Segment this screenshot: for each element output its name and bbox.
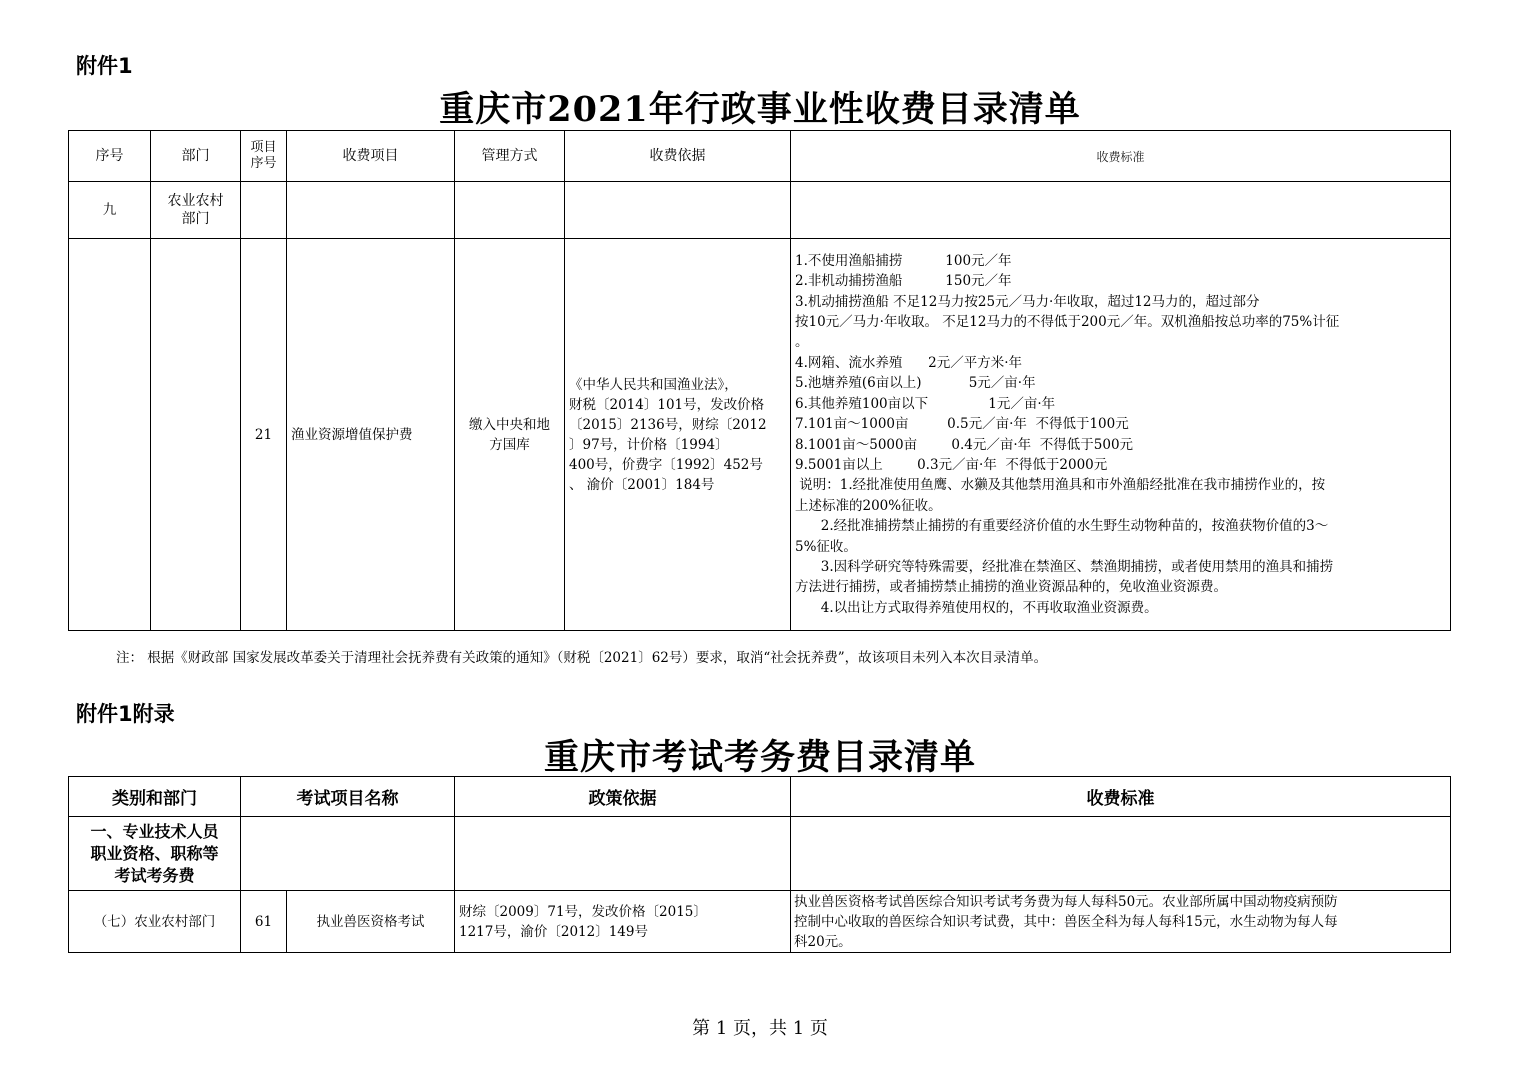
header-item-seq-line2: 序号 (250, 156, 277, 171)
table-row-item (69, 239, 1451, 631)
empty-cell (455, 182, 565, 239)
item-seq: 21 (241, 239, 287, 631)
table-row-dept (69, 182, 1451, 239)
basis-line: 《中华人民共和国渔业法》， (569, 376, 738, 393)
header-category: 类别和部门 (69, 777, 241, 817)
empty-cell (791, 817, 1451, 891)
header-policy: 政策依据 (455, 777, 791, 817)
empty-cell (151, 239, 241, 631)
header-standard: 收费标准 (791, 131, 1451, 182)
appendix-label: 附件1附录 (76, 702, 175, 726)
standard-line: 6.其他养殖100亩以下 1元／亩·年 (795, 395, 1056, 412)
standard-line: 5%征收。 (795, 538, 857, 555)
standard-line: 8.1001亩～5000亩 0.4元／亩·年 不得低于500元 (795, 436, 1134, 453)
header-mgmt: 管理方式 (455, 131, 565, 182)
basis-line: 〕97号，计价格〔1994〕 (569, 436, 729, 453)
basis-line: 财税〔2014〕101号，发改价格 (569, 396, 765, 413)
standard-line: 说明：1.经批准使用鱼鹰、水獭及其他禁用渔具和市外渔船经批准在我市捕捞作业的，按 (795, 477, 1326, 494)
empty-cell (455, 817, 791, 891)
standard-line: 4.网箱、流水养殖 2元／平方米·年 (795, 354, 1023, 371)
item-name: 渔业资源增值保护费 (287, 239, 455, 631)
table-header-row (69, 131, 1451, 182)
dept-name-line1: 农业农村 (167, 193, 224, 209)
dept-name-line2: 部门 (181, 211, 210, 227)
table-row-category (69, 817, 1451, 891)
header-exam: 考试项目名称 (241, 777, 455, 817)
standard-line: 上述标准的200%征收。 (795, 497, 942, 514)
dept-seq: 九 (69, 182, 151, 239)
standard-line: 按10元／马力·年收取。 不足12马力的不得低于200元／年。双机渔船按总功率的75%计征 (795, 314, 1340, 331)
table-header-row (69, 777, 1451, 817)
standard-line: 4.以出让方式取得养殖使用权的，不再收取渔业资源费。 (795, 599, 1158, 616)
standard-line: 。 (795, 334, 809, 351)
header-dept: 部门 (151, 131, 241, 182)
policy-line1: 财综〔2009〕71号，发改价格〔2015〕 (459, 903, 707, 920)
attachment-label: 附件1 (76, 54, 133, 78)
basis-line: 400号，价费字〔1992〕452号 (569, 456, 763, 473)
item-mgmt-line2: 方国库 (489, 436, 530, 453)
header-item: 收费项目 (287, 131, 455, 182)
standard-line: 3.机动捕捞渔船 不足12马力按25元／马力·年收取，超过12马力的，超过部分 (795, 293, 1260, 310)
exam-num: 61 (241, 891, 287, 953)
basis-line: 〔2015〕2136号，财综〔2012 (569, 416, 767, 433)
standard-line: 9.5001亩以上 0.3元／亩·年 不得低于2000元 (795, 456, 1108, 473)
empty-cell (791, 182, 1451, 239)
standard-line: 5.池塘养殖(6亩以上) 5元／亩·年 (795, 375, 1036, 392)
footnote: 注： 根据《财政部 国家发展改革委关于清理社会抚养费有关政策的通知》（财税〔2021〕62号）要求，取消“社会抚养费”，故该项目未列入本次目录清单。 (116, 650, 1048, 666)
category-line3: 考试考务费 (114, 865, 195, 885)
exam-dept: （七）农业农村部门 (69, 891, 241, 953)
standard-line: 2.非机动捕捞渔船 150元／年 (795, 273, 1012, 290)
header-basis: 收费依据 (565, 131, 791, 182)
item-standard (791, 239, 1451, 631)
item-mgmt (455, 239, 565, 631)
exam-standard-line2: 控制中心收取的兽医综合知识考试费，其中：兽医全科为每人每科15元，水生动物为每人每 (794, 913, 1338, 930)
header-item-seq-line1: 项目 (250, 140, 277, 155)
page-number: 第 1 页，共 1 页 (692, 1018, 828, 1039)
fee-catalog-table (68, 130, 1451, 631)
standard-line: 方法进行捕捞，或者捕捞禁止捕捞的渔业资源品种的，免收渔业资源费。 (795, 579, 1227, 596)
category-name (69, 817, 241, 891)
empty-cell (241, 182, 287, 239)
header-seq: 序号 (69, 131, 151, 182)
table-row-exam (69, 891, 1451, 953)
standard-line: 7.101亩～1000亩 0.5元／亩·年 不得低于100元 (795, 416, 1129, 433)
dept-name (151, 182, 241, 239)
category-line1: 一、专业技术人员 (90, 821, 219, 841)
standard-line: 1.不使用渔船捕捞 100元／年 (795, 252, 1012, 269)
exam-name: 执业兽医资格考试 (287, 891, 455, 953)
empty-cell (565, 182, 791, 239)
page-title: 重庆市2021年行政事业性收费目录清单 (439, 89, 1081, 130)
exam-standard (791, 891, 1451, 953)
policy-line2: 1217号，渝价〔2012〕149号 (459, 923, 648, 940)
item-basis (565, 239, 791, 631)
exam-standard-line3: 科20元。 (794, 933, 852, 950)
appendix-title: 重庆市考试考务费目录清单 (543, 737, 976, 778)
standard-line: 3.因科学研究等特殊需要，经批准在禁渔区、禁渔期捕捞，或者使用禁用的渔具和捕捞 (795, 558, 1334, 575)
header-item-seq (241, 131, 287, 182)
exam-fee-table (68, 776, 1451, 953)
standard-line: 2.经批准捕捞禁止捕捞的有重要经济价值的水生野生动物种苗的，按渔获物价值的3～ (795, 518, 1329, 535)
basis-line: 、 渝价〔2001〕184号 (569, 476, 715, 493)
exam-policy (455, 891, 791, 953)
category-line2: 职业资格、职称等 (90, 843, 219, 863)
exam-standard-line1: 执业兽医资格考试兽医综合知识考试考务费为每人每科50元。农业部所属中国动物疫病预防 (794, 893, 1338, 910)
header-standard: 收费标准 (791, 777, 1451, 817)
item-mgmt-line1: 缴入中央和地 (469, 416, 550, 433)
empty-cell (69, 239, 151, 631)
empty-cell (287, 182, 455, 239)
empty-cell (241, 817, 455, 891)
